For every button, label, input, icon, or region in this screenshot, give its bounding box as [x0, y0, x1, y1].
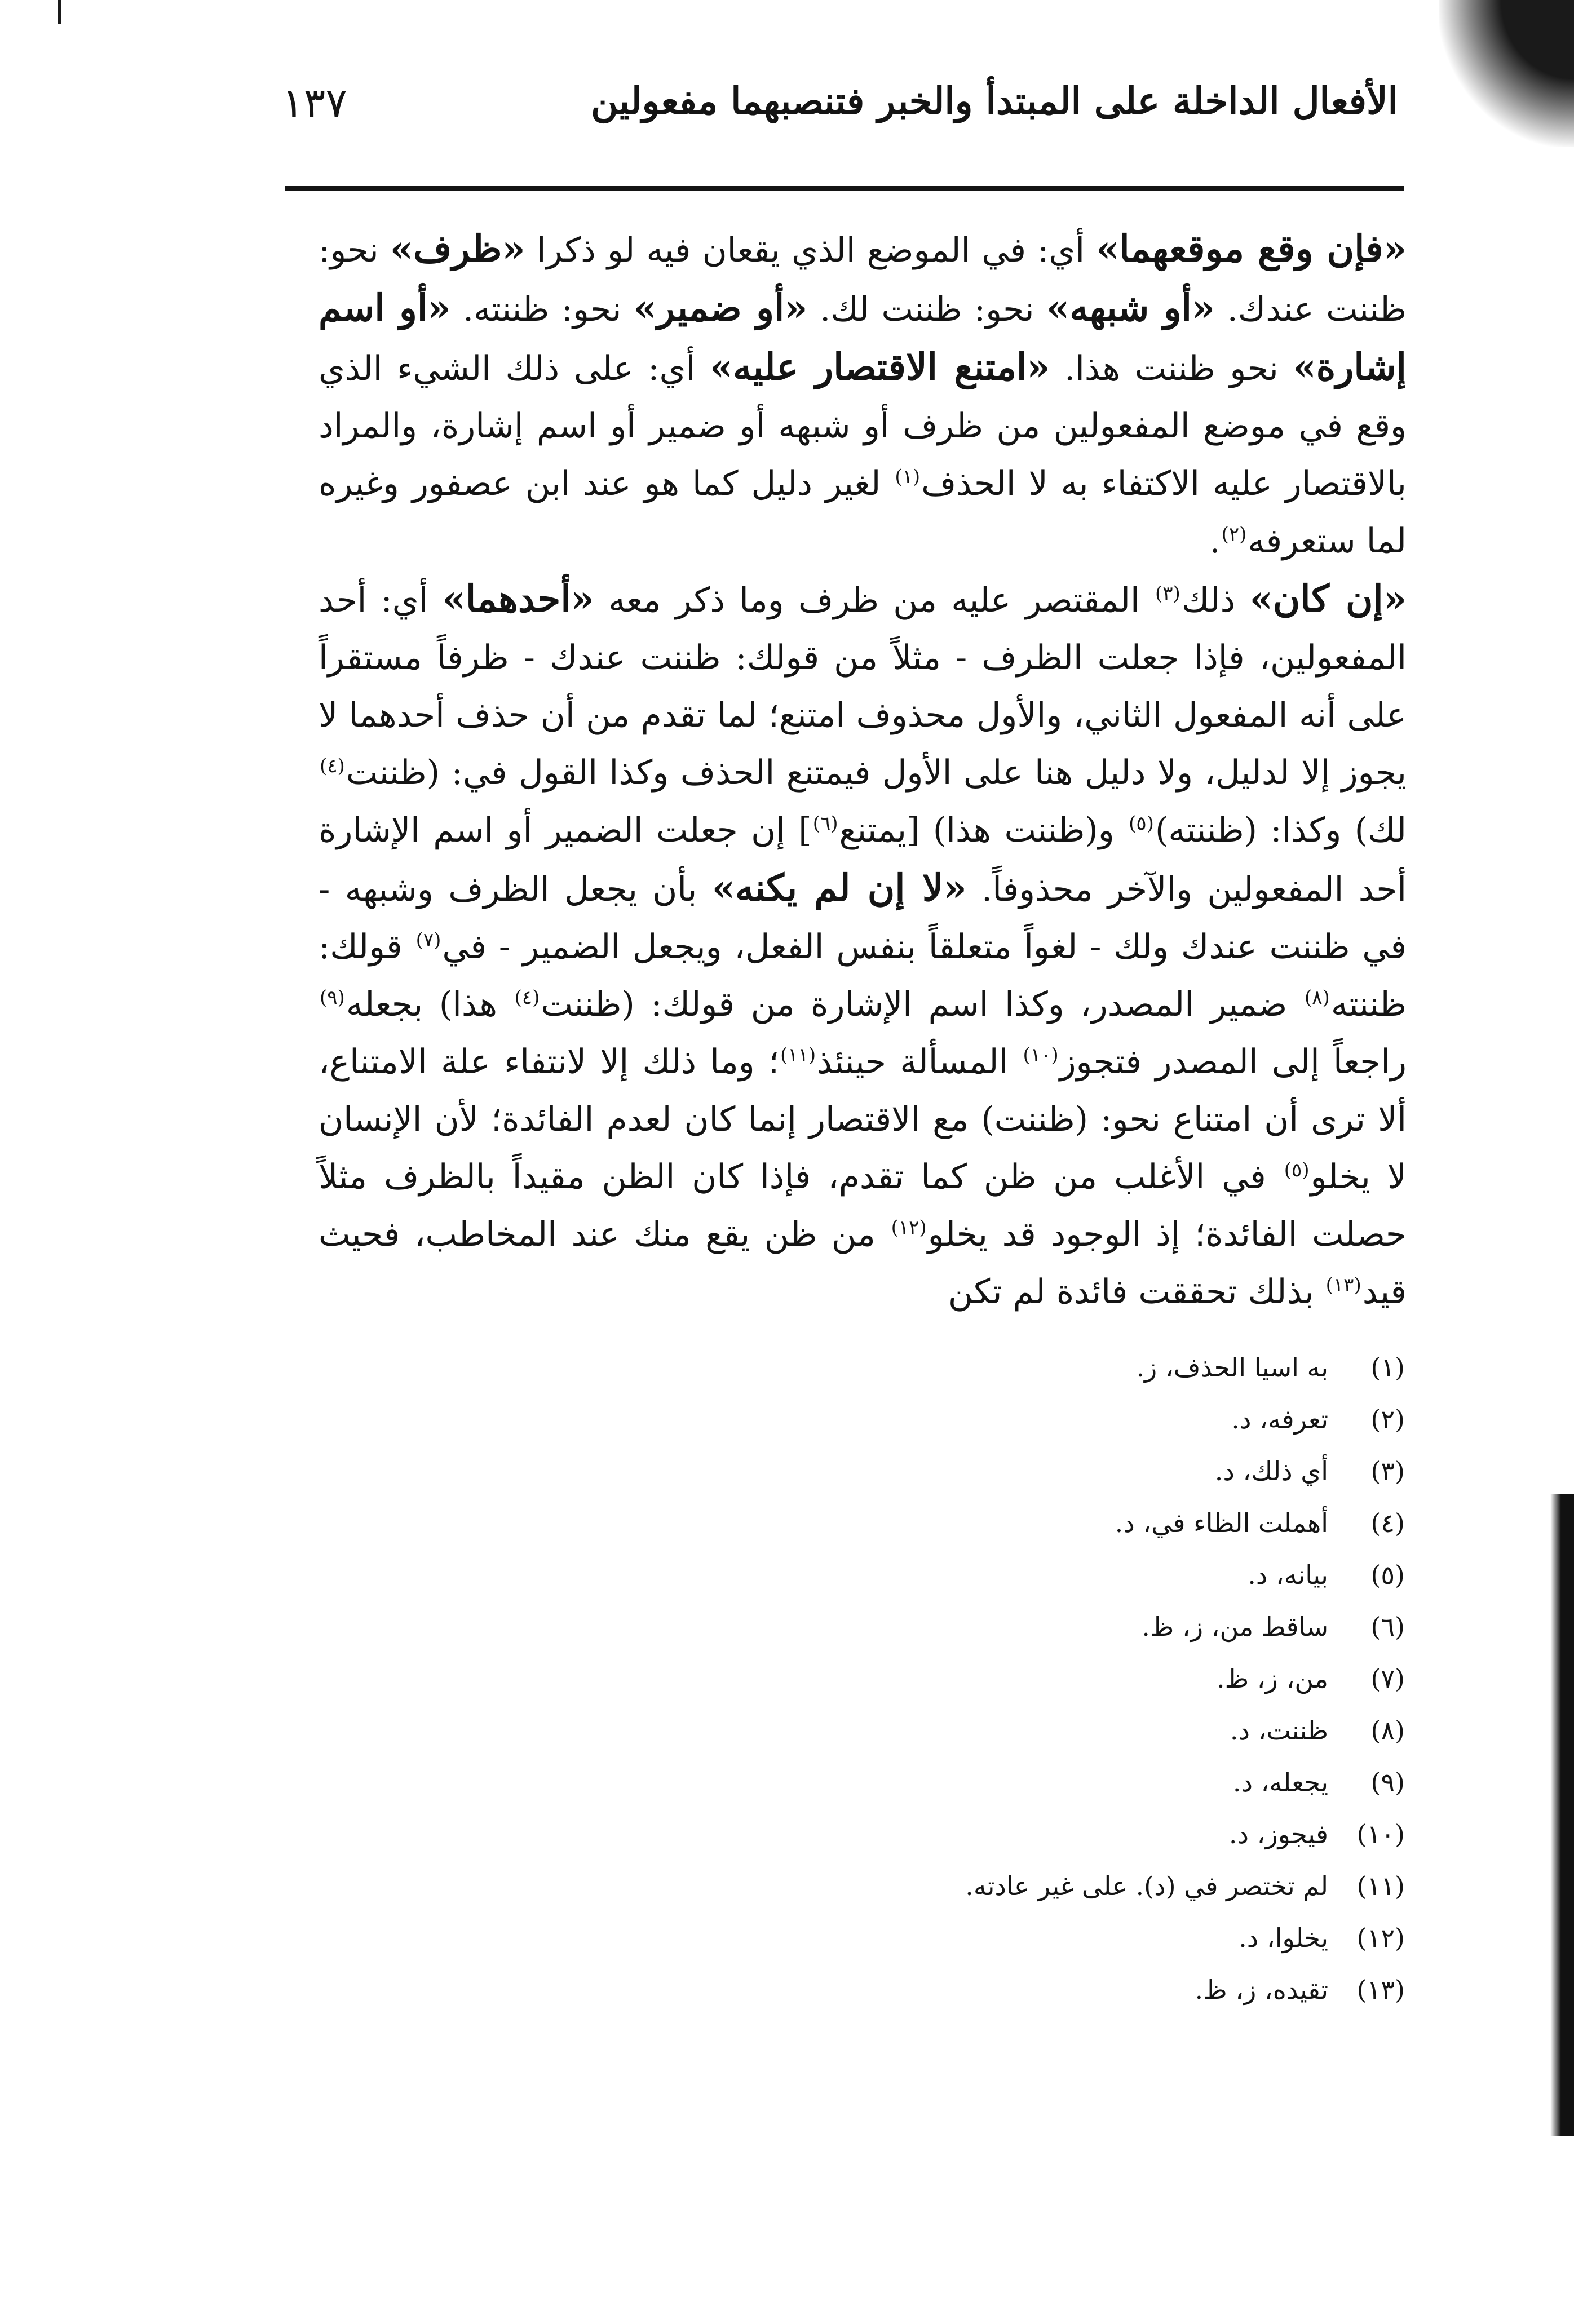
paragraph-2 [319, 570, 1407, 1321]
bold-phrase: «امتنع الاقتصار عليه» [709, 345, 1050, 389]
footnote-text: ساقط من، ز، ظ. [1142, 1612, 1328, 1642]
footnote-number: (٨) [1370, 1715, 1405, 1746]
bold-phrase: «أحدهما» [442, 577, 594, 621]
text-run: أي: على ذلك الشيء الذي وقع في موضع المفعولين من ظرف أو شبهه أو ضمير أو اسم إشارة، والمراد بالاقتصار عليه الاكتفاء به لا الحذف [319, 349, 1407, 503]
text-run: لغير دليل كما هو عند ابن عصفور وغيره لما ستعرفه [319, 464, 1407, 561]
text-run: ضمير المصدر، وكذا اسم الإشارة من قولك: (ظننت [541, 985, 1303, 1024]
footnote-text: أي ذلك، د. [1214, 1456, 1328, 1486]
bold-phrase: «ظرف» [390, 227, 525, 271]
footnote [277, 1549, 1405, 1601]
text-run: في الأغلب من ظن كما تقدم، فإذا كان الظن مقيداً بالظرف مثلاً حصلت الفائدة؛ إذ الوجود قد يخلو [319, 1157, 1407, 1254]
text-run: نحو: ظننت عندك. [319, 231, 1407, 329]
bold-phrase: «أو شبهه» [1046, 286, 1215, 330]
footnote-ref: (٣) [1155, 582, 1180, 605]
footnote-ref: (١٣) [1325, 1274, 1361, 1296]
text-run: أي: في الموضع الذي يقعان فيه لو ذكرا [525, 231, 1097, 270]
text-run: هذا) بجعله [346, 985, 514, 1024]
footnote-ref: (٥) [1129, 812, 1154, 835]
main-text [319, 220, 1407, 1321]
text-run: أي: أحد المفعولين، فإذا جعلت الظرف - مثلاً من قولك: ظننت عندك - ظرفاً مستقراً على أنه المفعول الثاني، والأول محذوف امتنع؛ لما تقدم من أن حذف أحدهما لا يجوز إلا لدليل، ولا دليل هنا على الأول فيمتنع الحذف وكذا القول في: (ظننت [319, 581, 1407, 793]
footnote-ref: (١) [895, 466, 921, 488]
paragraph-1 [319, 220, 1407, 570]
page-header [282, 79, 1398, 147]
footnotes [277, 1342, 1405, 2016]
bold-phrase: «أو ضمير» [633, 286, 808, 330]
footnote-ref: (٧) [415, 929, 441, 951]
footnote-number: (١٠) [1356, 1819, 1405, 1849]
footnote [277, 1445, 1405, 1497]
footnote [277, 1756, 1405, 1808]
bold-phrase: «لا إن لم يكنه» [711, 866, 967, 910]
footnote [277, 1860, 1405, 1912]
text-run: بذلك تحققت فائدة لم تكن [948, 1272, 1325, 1312]
footnote-ref: (٦) [812, 812, 838, 835]
footnote [277, 1912, 1405, 1964]
footnote-text: تعرفه، د. [1231, 1404, 1328, 1435]
footnote-number: (٧) [1370, 1663, 1405, 1694]
text-run: ذلك [1181, 581, 1250, 620]
footnote-number: (٤) [1370, 1508, 1405, 1538]
footnote-number: (١٣) [1356, 1975, 1405, 2005]
footnote [277, 1497, 1405, 1549]
text-run: نحو: ظننت لك. [807, 290, 1047, 329]
scan-edge-shadow [1550, 1494, 1574, 2136]
scan-corner-shadow [1439, 0, 1574, 147]
footnote-text: به اسيا الحذف، ز. [1136, 1352, 1328, 1383]
text-run: من ظن يقع منك عند المخاطب، فحيث قيد [319, 1215, 1407, 1312]
footnote-ref: (٤) [320, 755, 345, 777]
text-run: المقتصر عليه من ظرف وما ذكر معه [594, 581, 1154, 620]
footnote-text: لم تختصر في (د). على غير عادته. [965, 1871, 1328, 1901]
text-run: ؛ وما ذلك إلا لانتفاء علة الامتناع، ألا ترى أن امتناع نحو: (ظننت) مع الاقتصار إنما كان لعدم الفائدة؛ لأن الإنسان لا يخلو [319, 1042, 1407, 1197]
footnote-ref: (١١) [780, 1044, 816, 1066]
footnote [277, 1808, 1405, 1860]
footnote-ref: (٨) [1304, 986, 1330, 1009]
text-run: و(ظننت هذا) [يمتنع [839, 811, 1128, 850]
footnote-number: (٦) [1370, 1612, 1405, 1642]
footnote [277, 1342, 1405, 1393]
bold-phrase: «إن كان» [1249, 577, 1407, 621]
footnote-number: (٩) [1370, 1767, 1405, 1798]
footnote-text: يخلوا، د. [1239, 1923, 1328, 1953]
footnote-number: (٥) [1370, 1560, 1405, 1590]
header-rule [285, 186, 1404, 191]
footnote-number: (٣) [1370, 1456, 1405, 1486]
footnote-text: يجعله، د. [1232, 1767, 1328, 1798]
footnote-ref: (١٠) [1023, 1044, 1059, 1066]
footnote-text: بيانه، د. [1248, 1560, 1328, 1590]
text-run: المسألة حينئذ [817, 1042, 1022, 1082]
running-title: الأفعال الداخلة على المبتدأ والخبر فتنصبهما مفعولين [591, 79, 1398, 123]
footnote [277, 1964, 1405, 2016]
text-run: . [1209, 521, 1221, 561]
footnote [277, 1705, 1405, 1756]
bold-phrase: «فإن وقع موقعهما» [1096, 227, 1407, 271]
footnote [277, 1601, 1405, 1653]
footnote-number: (١٢) [1356, 1923, 1405, 1953]
footnote [277, 1653, 1405, 1705]
text-run: ] إن جعلت الضمير أو اسم الإشارة أحد المفعولين والآخر محذوفاً. [319, 811, 1407, 909]
text-run: لك) وكذا: (ظننته) [1155, 811, 1407, 850]
footnote-ref: (٤) [514, 986, 540, 1009]
text-run: راجعاً إلى المصدر فتجوز [1059, 1042, 1407, 1082]
footnote-number: (١١) [1356, 1871, 1405, 1901]
footnote-text: من، ز، ظ. [1217, 1663, 1328, 1694]
footnote-text: تقيده، ز، ظ. [1195, 1975, 1328, 2005]
footnote-ref: (٩) [320, 986, 345, 1009]
footnote-text: أهملت الظاء في، د. [1115, 1508, 1328, 1538]
footnote-text: ظننت، د. [1230, 1715, 1328, 1746]
footnote-number: (١) [1370, 1352, 1405, 1383]
footnote-text: فيجوز، د. [1228, 1819, 1328, 1849]
bold-phrase: «أو اسم إشارة» [319, 286, 1407, 389]
scan-corner-mark [58, 0, 61, 24]
text-run: نحو ظننت هذا. [1050, 349, 1293, 388]
text-run: بأن يجعل الظرف وشبهه - في ظننت عندك ولك - لغواً متعلقاً بنفس الفعل، ويجعل الضمير - في [319, 870, 1407, 967]
footnote-ref: (١٢) [891, 1216, 927, 1239]
page-number: ١٣٧ [282, 79, 348, 126]
footnote-number: (٢) [1370, 1404, 1405, 1435]
text-run: نحو: ظننته. [450, 290, 634, 329]
footnote [277, 1393, 1405, 1445]
footnote-ref: (٢) [1221, 523, 1247, 546]
text-run: قولك: ظننته [319, 927, 1407, 1024]
footnote-ref: (٥) [1284, 1159, 1310, 1181]
